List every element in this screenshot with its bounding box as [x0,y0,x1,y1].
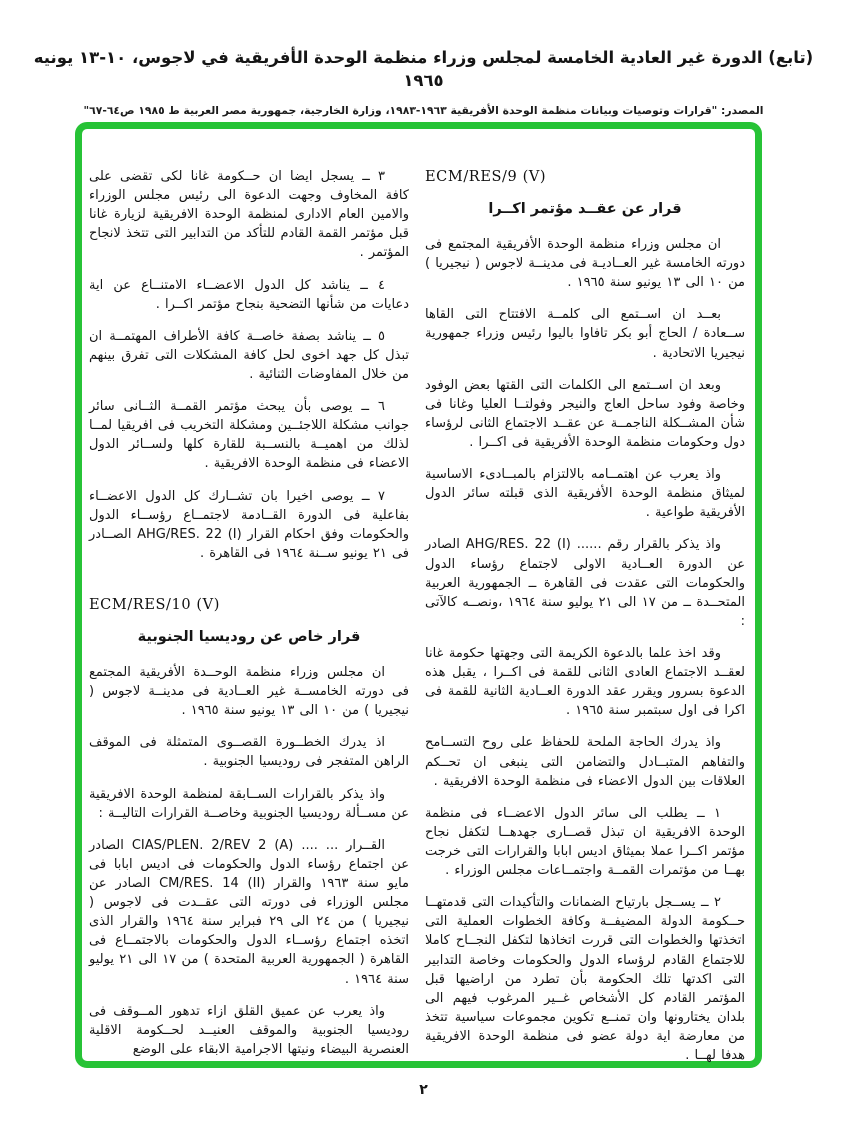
paragraph: واذ يدرك الحاجة الملحة للحفاظ على روح التســامح والتفاهم المتبــادل والتضامن التى ينبغى ان تحــكم العلاقات بين الدول الاعضاء فى منظمة الوحدة الافريقية . [425,735,745,789]
column-right [425,167,745,1064]
paragraph: بعــد ان اســتمع الى كلمــة الافتتاح التى القاها ســعادة / الحاج أبو بكر تافاوا باليوا رئيس وزراء جمهورية نيجيريا الاتحادية . [425,307,745,361]
resolution-code-ecm-res-10: ECM/RES/10 (V) [89,596,220,613]
paragraph: القــرار ... .... CIAS/PLEN. 2/REV 2 (A) الصادر عن اجتماع رؤساء الدول والحكومات فى اديس ابابا فى مايو سنة ١٩٦٣ والقرار CM/RES. 14 (II) الصادر عن مجلس الوزراء فى دورته التى عقــدت فى لاجوس ( نيجيريا ) من ٢٤ الى ٢٩ فبراير سنة ١٩٦٤ والقرار الذى اتخذه اجتماع رؤســاء الدول والحكومات بالاجتمــاع فى القاهرة ( الجمهورية العربية المتحدة ) من ١٧ الى ٢١ يوليو سنة ١٩٦٤ . [89,837,409,987]
paragraph: ٣ ــ يسجل ايضا ان حــكومة غانا لكى تقضى على كافة المخاوف وجهت الدعوة الى رئيس مجلس الوزراء والامين العام الادارى لمنظمة الوحدة الافريقية لزيارة غانا قبل مؤتمر القمة القادم للتأكد من التدابير التى تتخذ لانجاح المؤتمر . [89,169,409,261]
paragraph: واذ يعرب عن اهتمــامه بالالتزام بالمبــادىء الاساسية لميثاق منظمة الوحدة الأفريقية الذى قبلته سائر الدول الأفريقية طواعية . [425,467,745,521]
paragraph: ان مجلس وزراء منظمة الوحدة الأفريقية المجتمع فى دورته الخامسة غير العــاديـة فى مدينــة لاجوس ( نيجيريا ) من ١٠ الى ١٣ يونيو سنة ١٩٦٥ . [425,237,745,291]
paragraph: اذ يدرك الخطــورة القصــوى المتمثلة فى الموقف الراهن المتفجر فى روديسيا الجنوبية . [89,735,409,770]
paragraph: واذ يعرب عن عميق القلق ازاء تدهور المــوقف فى روديسيا الجنوبية والموقف العنيــد لحــكومة الاقلية العنصرية البيضاء ونيتها الاجرامية الابقاء على الوضع [89,1003,409,1057]
paragraph: ٥ ــ يناشد بصفة خاصــة كافة الأطراف المهتمــة ان تبذل كل جهد اخوى لحل كافة المشكلات التى تفرق بينهم من خلال المفاوضات الثنائية . [89,328,409,382]
paragraph: وبعد ان اســتمع الى الكلمات التى القتها بعض الوفود وخاصة وفود ساحل العاج والنيجر وفولتــا العليا وغانا فى شأن المشــكلة الناجمــة عن عقــد الاجتماع الثانى لرؤساء دول وحكومات منظمة الوحدة الأفريقية فى اكــرا . [425,377,745,450]
paragraph: ٤ ــ يناشد كل الدول الاعضــاء الامتنــاع عن اية دعايات من شأنها التضحية بنجاح مؤتمر اكــرا . [89,277,409,312]
resolution-title-southern-rhodesia: قرار خاص عن روديسيا الجنوبية [137,628,361,645]
paragraph: ان مجلس وزراء منظمة الوحــدة الأفريقية المجتمع فى دورته الخامســة غير العــادية فى مدينــة لاجوس ( نيجيريا ) من ١٠ الى ١٣ يونيو سنة ١٩٦٥ . [89,664,409,719]
paragraph: وقد اخذ علما بالدعوة الكريمة التى وجهتها حكومة غانا لعقــد الاجتماع العادى الثانى للقمة فى اكــرا ، يقبل هذه الدعوة بسرور ويقرر عقد الدورة العــادية الثانية للقمة فى اكرا فى اول سبتمبر سنة ١٩٦٥ . [425,645,745,719]
document-frame [75,122,762,1068]
document-title: (تابع) الدورة غير العادية الخامسة لمجلس وزراء منظمة الوحدة الأفريقية في لاجوس، ١٠-١٣ يونيه ١٩٦٥ [33,48,814,91]
paragraph: واذ يذكر بالقرارات الســابقة لمنظمة الوحدة الافريقية عن مســألة روديسيا الجنوبية وخاصــة القرارات التاليــة : [89,786,409,821]
paragraph: ٧ ــ يوصى اخيرا بان تشــارك كل الدول الاعضــاء بفاعلية فى الدورة القــادمة لاجتمــاع رؤســاء الدول والحكومات وفق احكام القرار AHG/RES. 22 (I) الصــادر فى ٢١ يونيو ســنة ١٩٦٤ فى القاهرة . [89,488,409,561]
paragraph: ٦ ــ يوصى بأن يبحث مؤتمر القمــة الثــانى سائر جوانب مشكلة اللاجئــين ومشكلة التخريب فى افريقيا لمــا لذلك من اهميــة بالنســبة للقارة كلها ولســائر الدول الاعضاء فى منظمة الوحدة الافريقية . [89,399,409,472]
paragraph: ١ ــ يطلب الى سائر الدول الاعضــاء فى منظمة الوحدة الافريقية ان تبذل قصــارى جهدهــا لتكفل نجاح مؤتمر اكــرا عملا بميثاق اديس ابابا والقرارات التى خرجت بهــا من مؤتمرات القمــة واجتمــاعات مجلس الوزراء . [425,805,745,879]
resolution-title-accra-conference: قرار عن عقــد مؤتمر اكــرا [488,201,682,217]
column-left [89,167,409,1057]
paragraph: ٢ ــ يســجل بارتياح الضمانات والتأكيدات التى قدمتهــا حــكومة الدولة المضيفــة وكافة الخطوات العملية التى اتخذتها والخطوات التى قررت اتخاذها لتكفل النجــاح كاملا للاجتماع القادم لرؤساء الدول والحكومات وخاصة التدابير التى اكدتها تلك الحكومة بأن تطرد من اراضيها قبل المؤتمر القادم كل الأشخاص غــير المرغوب فيهم الى بلدان يختارونها وان تمنــع تكوين مجموعات سياسية تتخذ من معارضة اية دولة عضو فى منظمة الوحدة الافريقية هدفا لهــا . [425,895,745,1064]
paragraph: واذ يذكر بالقرار رقم ...... AHG/RES. 22 (I) الصادر عن الدورة العــادية الاولى لاجتماع رؤساء الدول والحكومات التى عقدت فى القاهرة ــ الجمهورية العربية المتحــدة ــ من ١٧ الى ٢١ يوليو سنة ١٩٦٤ ،ونصــه كالآتى : [425,537,745,629]
text-columns [82,129,755,1064]
page-header [30,46,817,117]
document-source: المصدر: "قرارات وتوصيات وبيانات منظمة الوحدة الأفريقية ١٩٦٣-١٩٨٣، وزارة الخارجية، جمهورية مصر العربية ط ١٩٨٥ ص٦٤-٦٧" [83,104,764,118]
resolution-code-ecm-res-9: ECM/RES/9 (V) [425,169,547,185]
page-number: ٢ [419,1082,428,1098]
